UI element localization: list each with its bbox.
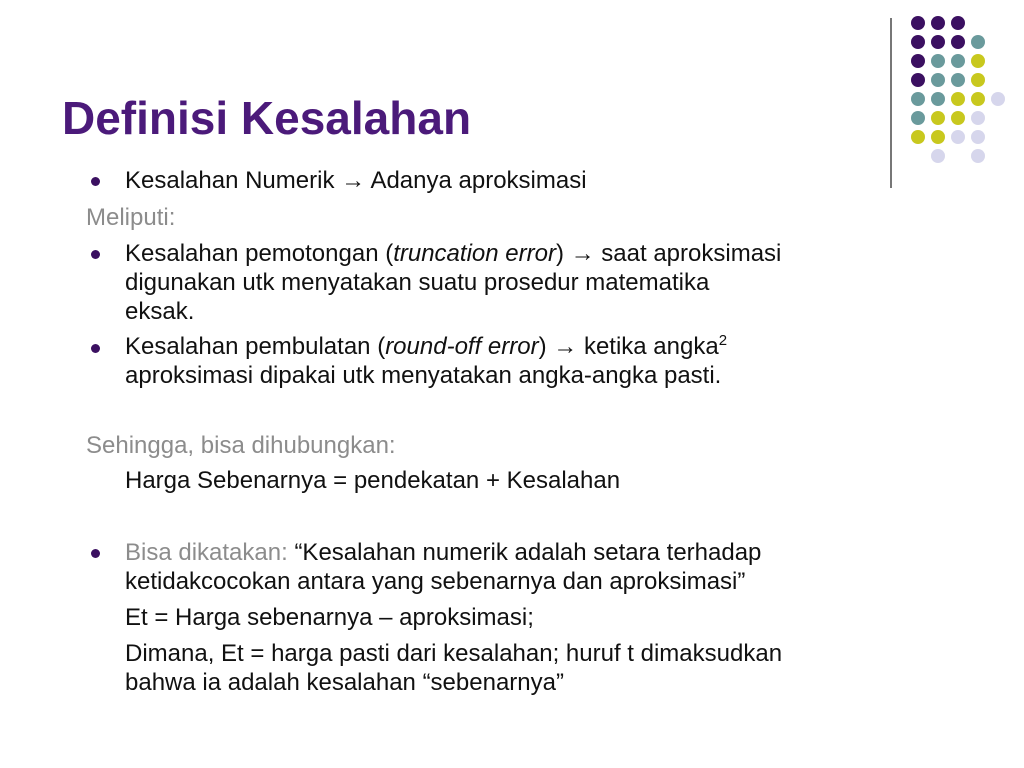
- decor-dot: [931, 92, 945, 106]
- decor-dot: [951, 111, 965, 125]
- dimana-explanation: Dimana, Et = harga pasti dari kesalahan; huruf t dimaksudkan bahwa ia adalah kesalahan “sebenarnya”: [125, 640, 783, 696]
- decor-dot: [911, 92, 925, 106]
- decor-dot: [951, 73, 965, 87]
- decor-dot: [951, 16, 965, 30]
- bullet-pembulatan: Kesalahan pembulatan (round-off error) → ketika angka$^2$ aproksimasi dipakai utk menyatakan angka-angka pasti.: [125, 332, 728, 389]
- bullet-icon: [91, 344, 100, 353]
- decor-dot: [911, 35, 925, 49]
- decor-dot: [971, 35, 985, 49]
- decor-dot: [931, 35, 945, 49]
- slide-title: Definisi Kesalahan: [62, 92, 472, 144]
- decor-dot: [931, 54, 945, 68]
- decor-dot: [971, 130, 985, 144]
- bullet-icon: [91, 250, 100, 259]
- et-definition: Et = Harga sebenarnya – aproksimasi;: [125, 604, 534, 631]
- bullet-bisa-dikatakan: Bisa dikatakan: “Kesalahan numerik adalah setara terhadap ketidakcocokan antara yang sebenarnya dan aproksimasi”: [125, 539, 762, 595]
- meliputi-label: Meliputi:: [86, 204, 176, 231]
- decor-dot: [971, 54, 985, 68]
- sehingga-label: Sehingga, bisa dihubungkan:: [86, 432, 396, 459]
- decor-dot: [931, 149, 945, 163]
- term-round-off-error: round-off error: [385, 333, 539, 360]
- term-truncation-error: truncation error: [393, 240, 556, 267]
- bullet-pemotongan: Kesalahan pemotongan (truncation error) → saat aproksimasi digunakan utk menyatakan suatu prosedur matematika eksak.: [125, 240, 782, 325]
- decor-dot: [971, 73, 985, 87]
- decor-dot: [911, 111, 925, 125]
- formula-line: Harga Sebenarnya = pendekatan + Kesalahan: [125, 467, 621, 494]
- arrow-right-icon: →: [570, 240, 595, 267]
- decor-dot: [911, 54, 925, 68]
- decor-dot: [971, 92, 985, 106]
- decor-dot: [971, 111, 985, 125]
- decor-dot: [931, 111, 945, 125]
- decor-dot: [951, 130, 965, 144]
- bullet-numerik: Kesalahan Numerik → Adanya aproksimasi: [125, 167, 587, 194]
- decor-dot: [951, 35, 965, 49]
- arrow-right-icon: →: [553, 333, 578, 360]
- decor-dot: [911, 130, 925, 144]
- superscript-2: 2: [718, 332, 728, 349]
- bullet-icon: [91, 549, 100, 558]
- decor-dot: [951, 54, 965, 68]
- decor-dot: [991, 92, 1005, 106]
- arrow-right-icon: →: [341, 167, 366, 194]
- decor-dot: [911, 16, 925, 30]
- decor-dot: [931, 16, 945, 30]
- decor-dot: [971, 149, 985, 163]
- bisa-dikatakan-label: Bisa dikatakan:: [125, 539, 288, 566]
- decor-dot: [911, 73, 925, 87]
- decor-dot: [951, 92, 965, 106]
- bullet-icon: [91, 177, 100, 186]
- decor-dot: [931, 73, 945, 87]
- decor-dot: [931, 130, 945, 144]
